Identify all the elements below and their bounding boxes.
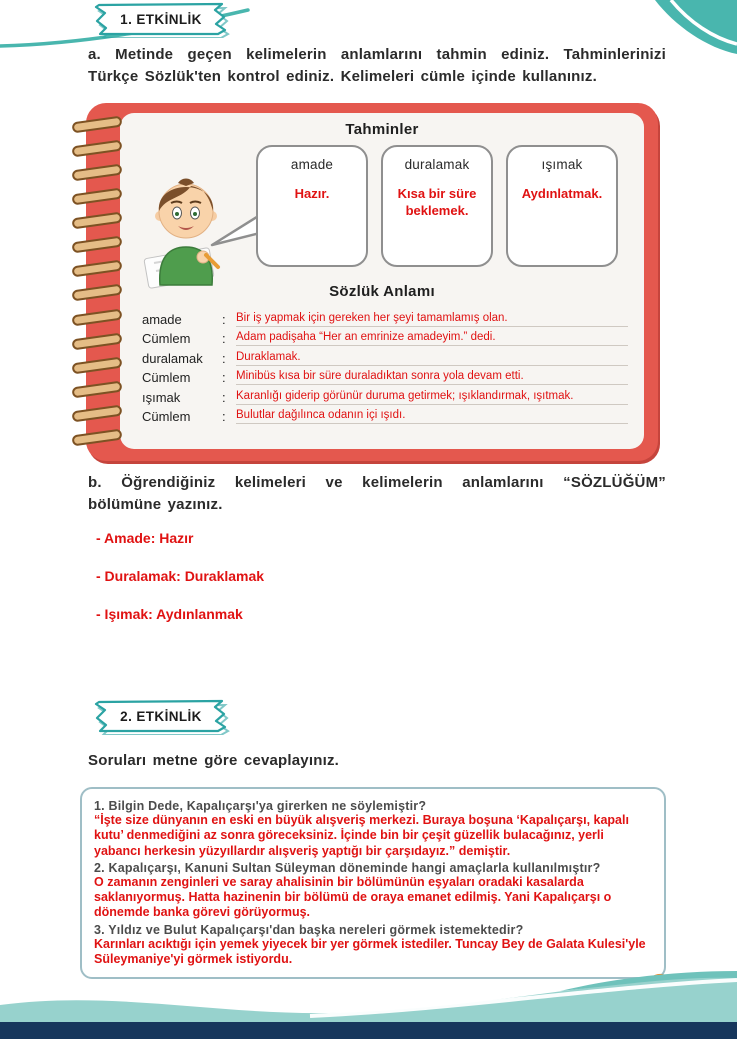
question-text: 1. Bilgin Dede, Kapalıçarşı'ya girerken ne söylemiştir? <box>94 799 427 813</box>
sozlugum-answers <box>96 530 264 644</box>
questions-box <box>80 787 666 979</box>
spiral-ring <box>71 116 122 134</box>
answer-text: “İşte size dünyanın en eski en büyük alışveriş merkezi. Buraya boşuna ‘Kapalıçarşı, kapalı kutu’ denmediğini az sonra göreceksiniz. İçinde bin bir çeşit güzellik bulacağınız, yerli yabancı herkesin yüzyıllardır alışveriş yaptığı bir çarşıdayız.” demiştir. <box>94 813 629 858</box>
activity2-instruction: Soruları metne göre cevaplayınız. <box>88 752 340 769</box>
prediction-bubble <box>381 145 493 267</box>
prediction-answer: Hazır. <box>294 186 330 201</box>
spiral-ring <box>71 284 122 302</box>
dict-value: Duraklamak. <box>236 351 628 366</box>
handwritten-answer: - Duralamak: Duraklamak <box>96 568 265 584</box>
dict-row <box>142 307 628 327</box>
spiral-ring <box>71 356 122 374</box>
dict-label: Cümlem <box>142 331 191 346</box>
prediction-bubbles <box>256 145 618 267</box>
dict-value: Adam padişaha “Her an emrinize amadeyim.” dedi. <box>236 331 628 346</box>
dict-value: Karanlığı giderip görünür duruma getirmek; ışıklandırmak, ışıtmak. <box>236 390 628 405</box>
handwritten-answer: - Işımak: Aydınlanmak <box>96 606 243 622</box>
dictionary-title: Sözlük Anlamı <box>329 283 435 300</box>
dict-colon: : <box>222 331 226 346</box>
bookmark-tab-yellow <box>640 250 674 305</box>
question-text: 3. Yıldız ve Bulut Kapalıçarşı'dan başka nereleri görmek istemektedir? <box>94 922 524 937</box>
prediction-answer: Aydınlatmak. <box>521 186 603 201</box>
notebook-card <box>86 103 658 461</box>
instruction-b: b. Öğrendiğiniz kelimeleri ve kelimelerin anlamlarını “SÖZLÜĞÜM” bölümüne yazınız. <box>88 474 666 513</box>
dictionary-rows <box>142 307 628 424</box>
spiral-ring <box>71 404 122 422</box>
predictions-title: Tahminler <box>345 121 419 138</box>
dict-value: Minibüs kısa bir süre duraladıktan sonra yola devam etti. <box>236 370 628 385</box>
activity1-badge-label: 1. ETKİNLİK <box>120 11 202 27</box>
bookmark-tab-dark <box>640 330 674 385</box>
prediction-word: duralamak <box>404 157 470 172</box>
spiral-ring <box>71 308 122 326</box>
prediction-bubble <box>506 145 618 267</box>
spiral-ring <box>71 188 122 206</box>
dict-colon: : <box>222 389 226 405</box>
dict-row <box>142 385 628 405</box>
dict-row <box>142 327 628 347</box>
activity2-badge-label: 2. ETKİNLİK <box>120 708 202 724</box>
dict-colon: : <box>222 370 226 385</box>
dict-colon: : <box>222 409 226 424</box>
spiral-ring <box>71 380 122 398</box>
spiral-ring <box>71 212 122 230</box>
spiral-ring <box>71 236 122 254</box>
dict-row <box>142 366 628 386</box>
prediction-word: amade <box>290 157 334 172</box>
activity2-badge <box>86 699 236 735</box>
dict-label: ışımak <box>142 389 181 405</box>
prediction-answer: Kısa bir süre beklemek. <box>397 186 477 218</box>
bookmark-tab-maroon <box>640 142 674 190</box>
spiral-binding <box>72 119 122 443</box>
spiral-ring <box>71 164 122 182</box>
notebook-inner-sheet <box>120 113 644 449</box>
answer-text: Karınları acıktığı için yemek yiyecek bir yer görmek istediler. Tuncay Bey de Galata Kulesi'yle Süleymaniye'yi görmek istiyordu. <box>94 936 646 966</box>
spiral-ring <box>71 428 122 446</box>
spiral-ring <box>71 332 122 350</box>
question-text: 2. Kapalıçarşı, Kanuni Sultan Süleyman döneminde hangi amaçlarla kullanılmıştır? <box>94 860 601 875</box>
dict-label: Cümlem <box>142 409 191 424</box>
boy-illustration <box>130 159 242 291</box>
dict-label: duralamak <box>142 350 203 366</box>
answer-text: O zamanın zenginleri ve saray ahalisinin bir bölümünün eşyaları oradaki kasalarda saklanıyormuş. Hatta hazinenin bir bölümü de oraya emanet edilmiş. Yani Kapalıçarşı o dönemde banka görevi görüyormuş. <box>94 874 612 920</box>
dict-row <box>142 346 628 366</box>
handwritten-answer: - Amade: Hazır <box>96 530 194 546</box>
dict-value: Bulutlar dağılınca odanın içi ışıdı. <box>236 409 628 424</box>
dict-label: Cümlem <box>142 370 191 385</box>
dict-value: Bir iş yapmak için gereken her şeyi tamamlamış olan. <box>236 312 628 327</box>
footer-wave <box>0 965 737 1039</box>
spiral-ring <box>71 140 122 158</box>
dict-row <box>142 405 628 425</box>
dict-label: amade <box>142 311 182 327</box>
activity1-badge <box>86 2 236 38</box>
instruction-a: a. Metinde geçen kelimelerin anlamlarını tahmin ediniz. Tahminlerinizi Türkçe Sözlük'ten kontrol ediniz. Kelimeleri cümle içinde kullanınız. <box>88 46 666 85</box>
bookmark-tab-purple <box>640 196 674 244</box>
spiral-ring <box>71 260 122 278</box>
dict-colon: : <box>222 311 226 327</box>
prediction-bubble <box>256 145 368 267</box>
prediction-word: ışımak <box>541 157 583 172</box>
dict-colon: : <box>222 350 226 366</box>
